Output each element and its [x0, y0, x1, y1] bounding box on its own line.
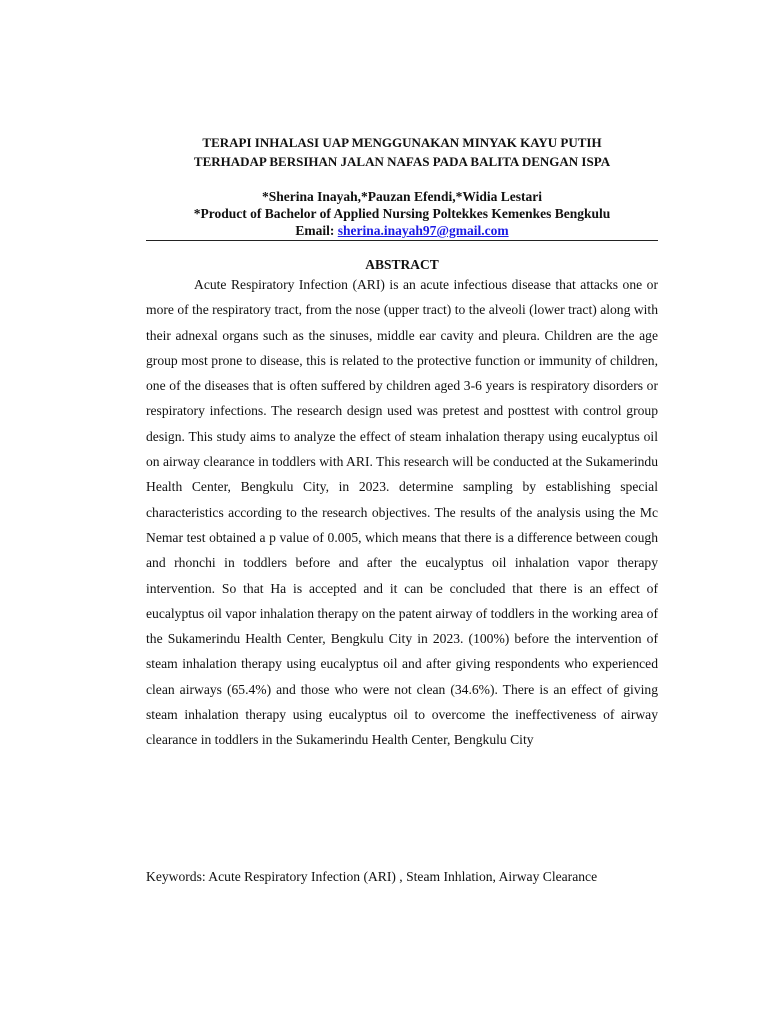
header-divider: [146, 240, 658, 241]
email-line: [146, 222, 658, 239]
title-line-2: TERHADAP BERSIHAN JALAN NAFAS PADA BALITA DENGAN ISPA: [193, 154, 611, 169]
abstract-heading: ABSTRACT: [365, 257, 439, 272]
author-affiliation: *Product of Bachelor of Applied Nursing Poltekkes Kemenkes Bengkulu: [193, 206, 611, 221]
author-names: *Sherina Inayah,*Pauzan Efendi,*Widia Lestari: [262, 189, 542, 204]
paper-title: [146, 133, 658, 171]
abstract-text: Acute Respiratory Infection (ARI) is an acute infectious disease that attacks one or more of the respiratory tract, from the nose (upper tract) to the alveoli (lower tract) along with their adnexal organs such as the sinuses, middle ear cavity and pleura. Children are the age group most prone to disease, this is related to the protective function or immunity of children, one of the diseases that is often suffered by children aged 3-6 years is respiratory disorders or respiratory infections. The research design used was pretest and posttest with control group design. This study aims to analyze the effect of steam inhalation therapy using eucalyptus oil on airway clearance in toddlers with ARI. This research will be conducted at the Sukamerindu Health Center, Bengkulu City, in 2023. determine sampling by establishing special characteristics according to the research objectives. The results of the analysis using the Mc Nemar test obtained a p value of 0.005, which means that there is a difference between cough and rhonchi in toddlers before and after the eucalyptus oil inhalation vapor therapy intervention. So that Ha is accepted and it can be concluded that there is an effect of eucalyptus oil vapor inhalation therapy on the patent airway of toddlers in the working area of the Sukamerindu Health Center, Bengkulu City in 2023. (100%) before the intervention of steam inhalation therapy using eucalyptus oil and after giving respondents who experienced clean airways (65.4%) and those who were not clean (34.6%). There is an effect of giving steam inhalation therapy using eucalyptus oil to overcome the ineffectiveness of airway clearance in toddlers in the Sukamerindu Health Center, Bengkulu City: [146, 277, 658, 748]
email-label: Email:: [295, 223, 338, 238]
email-link[interactable]: sherina.inayah97@gmail.com: [337, 223, 509, 238]
title-line-1: TERAPI INHALASI UAP MENGGUNAKAN MINYAK KAYU PUTIH: [202, 135, 602, 150]
keywords-line: Keywords: Acute Respiratory Infection (ARI) , Steam Inhlation, Airway Clearance: [146, 869, 598, 884]
author-block: [146, 188, 658, 222]
